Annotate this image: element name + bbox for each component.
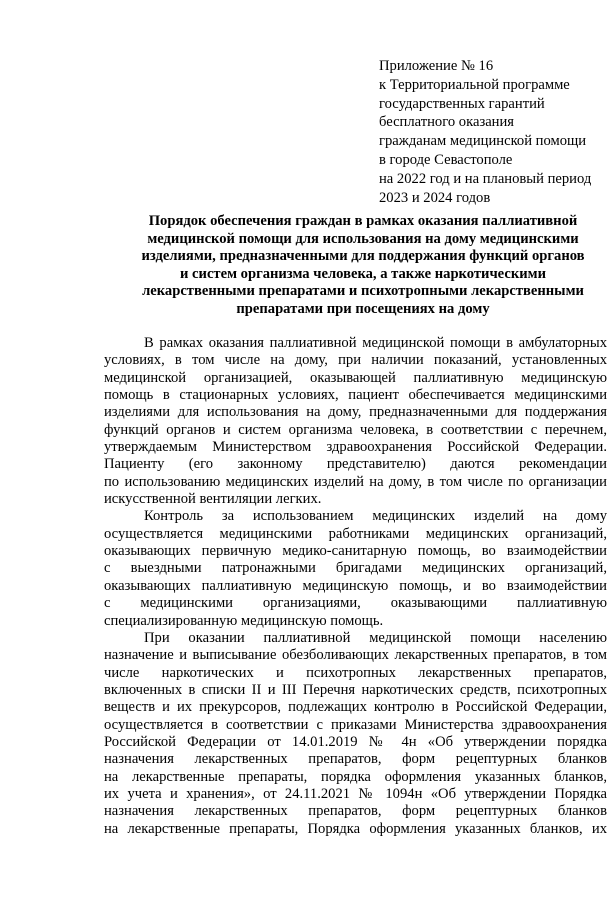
paragraph-line: оказывающих паллиативную медицинскую помощь, и во взаимодействии bbox=[104, 577, 607, 594]
paragraph-line: утверждаемым Министерством здравоохранения Российской Федерации. bbox=[104, 439, 607, 456]
paragraph-line: помощь в стационарных условиях, пациент обеспечивается медицинскими bbox=[104, 387, 607, 404]
title-line: лекарственными препаратами и психотропными лекарственными bbox=[142, 283, 584, 299]
appendix-line: государственных гарантий bbox=[379, 95, 545, 112]
paragraph-2 bbox=[104, 508, 607, 629]
paragraph-3 bbox=[104, 630, 607, 838]
appendix-line: бесплатного оказания bbox=[379, 114, 515, 131]
paragraph-line: назначения лекарственных препаратов, форм рецептурных бланков bbox=[104, 803, 607, 820]
title-line: и систем организма человека, а также наркотическими bbox=[180, 265, 546, 282]
paragraph-line: В рамках оказания паллиативной медицинской помощи в амбулаторных bbox=[144, 335, 607, 351]
title-line: препаратами при посещениях на дому bbox=[236, 300, 490, 317]
paragraph-line: При оказании паллиативной медицинской помощи населению bbox=[144, 629, 607, 646]
paragraph-line: условиях, в том числе на дому, при наличии показаний, установленных bbox=[104, 352, 607, 369]
paragraph-line: медицинской организацией, оказывающей паллиативную медицинскую bbox=[104, 369, 607, 386]
appendix-header bbox=[379, 57, 607, 207]
document-title bbox=[118, 213, 608, 318]
paragraph-line: числе наркотических и психотропных лекарственных препаратов, bbox=[104, 664, 607, 681]
paragraph-line: на лекарственные препараты, Порядка оформления указанных бланков, их bbox=[104, 820, 607, 837]
paragraph-line: включенных в списки II и III Перечня наркотических средств, психотропных bbox=[104, 681, 607, 698]
paragraph-line: назначение и выписывание обезболивающих лекарственных препаратов, в том bbox=[104, 647, 607, 664]
paragraph-line: Российской Федерации от 14.01.2019 № 4н «Об утверждении порядка bbox=[104, 733, 607, 750]
paragraph-line: Контроль за использованием медицинских изделий на дому bbox=[144, 508, 607, 525]
paragraph-line: функций органов и систем организма человека, в соответствии с перечнем, bbox=[104, 421, 607, 438]
appendix-line: в городе Севастополе bbox=[379, 151, 513, 168]
paragraph-line: по использованию медицинских изделий на дому, в том числе по организации bbox=[104, 473, 607, 490]
title-line: медицинской помощи для использования на дому медицинскими bbox=[147, 230, 579, 247]
document-body bbox=[104, 335, 607, 838]
paragraph-line: специализированную медицинскую помощь. bbox=[104, 612, 384, 629]
appendix-line: к Территориальной программе bbox=[379, 76, 570, 93]
paragraph-line: изделиями для использования на дому, предназначенными для поддержания bbox=[104, 404, 607, 421]
paragraph-line: осуществляется в соответствии с приказами Министерства здравоохранения bbox=[104, 716, 607, 733]
paragraph-line: Пациенту (его законному представителю) даются рекомендации bbox=[104, 456, 607, 473]
paragraph-line: осуществляется медицинскими работниками медицинских организаций, bbox=[104, 525, 607, 542]
paragraph-1 bbox=[104, 335, 607, 508]
appendix-line: 2023 и 2024 годов bbox=[379, 189, 491, 206]
paragraph-line: оказывающих первичную медико-санитарную помощь, во взаимодействии bbox=[104, 543, 607, 560]
paragraph-line: с выездными патронажными бригадами медицинских организаций, bbox=[104, 560, 607, 577]
paragraph-line: с медицинскими организациями, оказывающими паллиативную bbox=[104, 595, 607, 612]
paragraph-line: искусственной вентиляции легких. bbox=[104, 491, 322, 508]
title-line: изделиями, предназначенными для поддержания функций органов bbox=[141, 248, 585, 264]
paragraph-line: на лекарственные препараты, порядка оформления указанных бланков, bbox=[104, 768, 607, 785]
appendix-line: на 2022 год и на плановый период bbox=[379, 170, 592, 187]
appendix-line: Приложение № 16 bbox=[379, 58, 494, 74]
paragraph-line: веществ и их прекурсоров, подлежащих контролю в Российской Федерации, bbox=[104, 699, 607, 716]
paragraph-line: назначения лекарственных препаратов, форм рецептурных бланков bbox=[104, 751, 607, 768]
paragraph-line: их учета и хранения», от 24.11.2021 № 1094н «Об утверждении Порядка bbox=[104, 785, 607, 802]
title-line: Порядок обеспечения граждан в рамках оказания паллиативной bbox=[148, 213, 578, 229]
appendix-line: гражданам медицинской помощи bbox=[379, 133, 587, 150]
